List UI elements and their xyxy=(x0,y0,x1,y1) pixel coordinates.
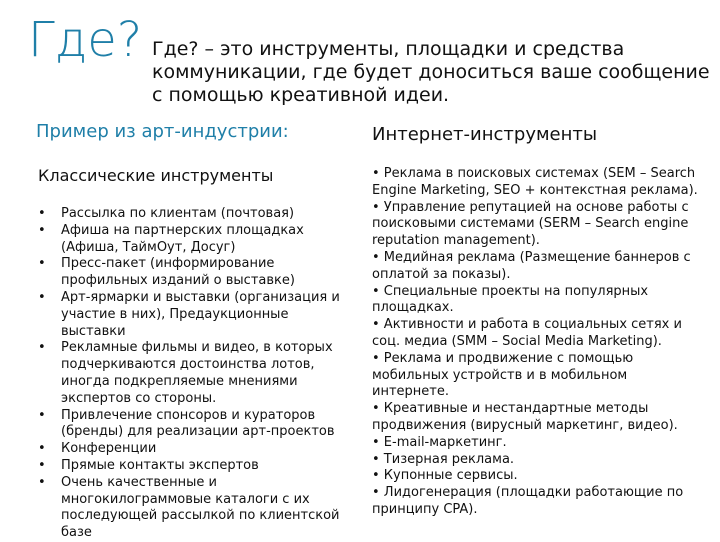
list-item: • Афиша на партнерских площадках (Афиша, ТаймОут, Досуг) xyxy=(38,223,356,257)
list-item: • Рассылка по клиентам (почтовая) xyxy=(38,206,356,223)
list-item: • Медийная реклама (Размещение баннеров с оплатой за показы). xyxy=(372,249,691,282)
list-item: • Прямые контакты экспертов xyxy=(38,458,356,475)
list-item: • Очень качественные и многокилограммовые каталоги с их последующей рассылкой по клиентской базе xyxy=(38,475,356,542)
list-item: • Конференции xyxy=(38,441,356,458)
example-heading: Пример из арт-индустрии: xyxy=(36,121,289,142)
intro-paragraph: Где? – это инструменты, площадки и средства коммуникации, где будет доноситься ваше сообщение с помощью креативной идеи. xyxy=(152,38,710,106)
list-item: • Арт-ярмарки и выставки (организация и участие в них), Предаукционные выставки xyxy=(38,290,356,340)
list-item: • Тизерная реклама. xyxy=(372,451,515,467)
list-item: • Пресс-пакет (информирование профильных изданий о выставке) xyxy=(38,256,356,290)
list-item: • E-mail-маркетинг. xyxy=(372,434,507,450)
list-item: • Управление репутацией на основе работы с поисковыми системами (SERM – Search engine reputation management). xyxy=(372,199,689,249)
internet-tools-heading: Интернет-инструменты xyxy=(372,124,598,145)
classic-tools-heading: Классические инструменты xyxy=(38,166,274,185)
list-item: • Реклама в поисковых системах (SEM – Search Engine Marketing, SEO + контекстная реклама). xyxy=(372,166,698,198)
list-item: • Купонные сервисы. xyxy=(372,468,518,484)
list-item: • Креативные и нестандартные методы продвижения (вирусный маркетинг, видео). xyxy=(372,401,678,433)
list-item: • Лидогенерация (площадки работающие по принципу CPA). xyxy=(372,485,684,517)
list-item: • Специальные проекты на популярных площадках. xyxy=(372,283,649,316)
list-item: • Рекламные фильмы и видео, в которых подчеркиваются достоинства лотов, иногда подкрепляемые мнениями экспертов со стороны. xyxy=(38,340,356,407)
list-item: • Привлечение спонсоров и кураторов (бренды) для реализации арт-проектов xyxy=(38,408,356,442)
classic-tools-list xyxy=(38,206,356,542)
slide-title: Где? xyxy=(28,12,143,68)
list-item: • Реклама и продвижение с помощью мобильных устройств и в мобильном интернете. xyxy=(372,350,634,400)
internet-tools-list xyxy=(372,166,708,519)
list-item: • Активности и работа в социальных сетях и соц. медиа (SMM – Social Media Marketing). xyxy=(372,317,682,349)
